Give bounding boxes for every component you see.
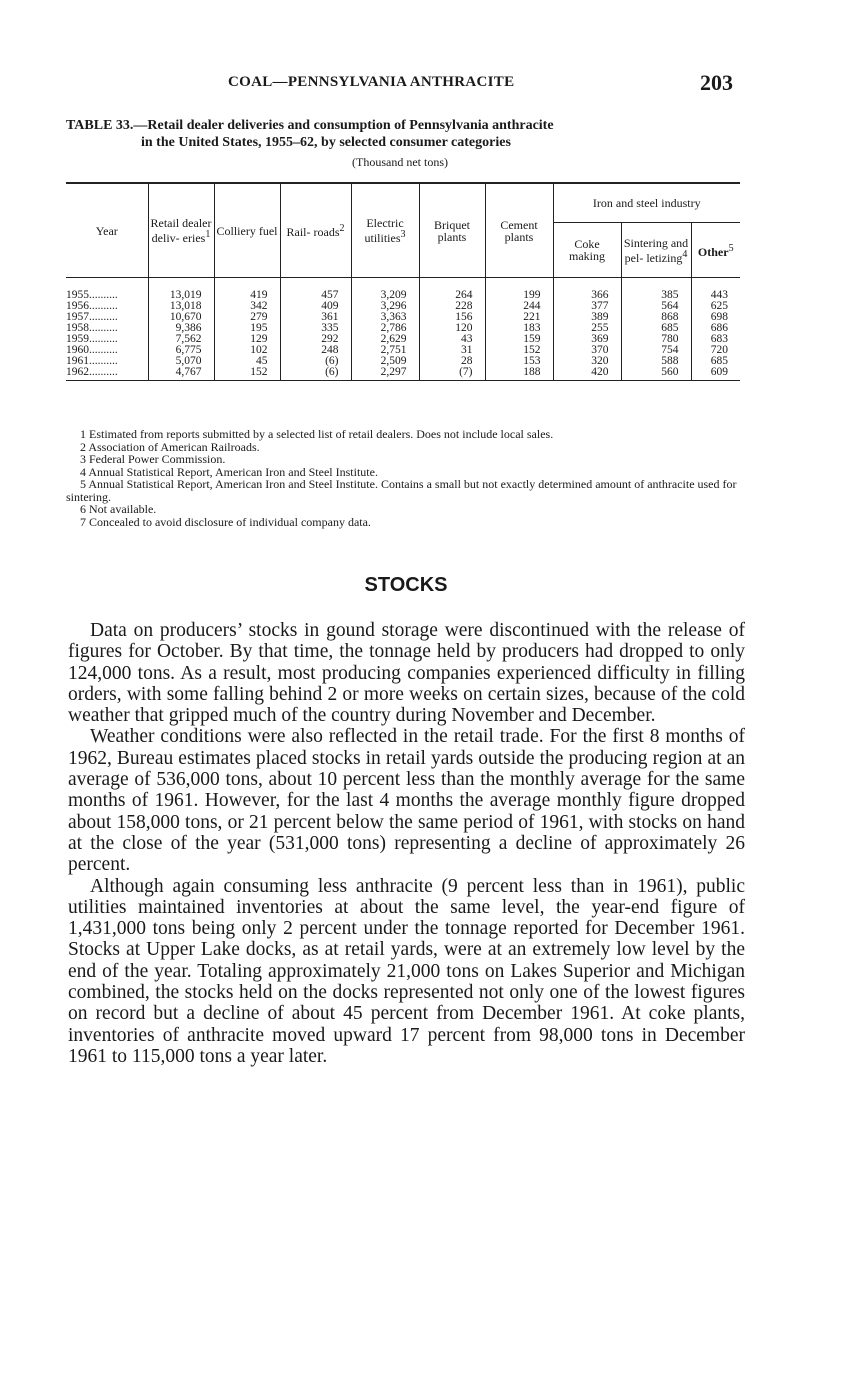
section-title: STOCKS (364, 574, 448, 596)
cell-year: 1955.......... (66, 289, 118, 301)
cell-other: 686 (691, 323, 740, 334)
footnote: 4 Annual Statistical Report, American Iron and Steel Institute. (80, 464, 378, 479)
footnote-ref: 1 (205, 229, 211, 240)
cell-colliery: 152 (214, 367, 280, 381)
cell-coke: 366 (553, 290, 621, 301)
cell-cement: 159 (485, 334, 553, 345)
cell-retail: 9,386 (148, 323, 214, 334)
running-head: COAL—PENNSYLVANIA ANTHRACITE (228, 74, 515, 90)
col-header-coke: Coke making (553, 223, 621, 278)
cell-colliery: 419 (214, 290, 280, 301)
col-header-railroads: Rail- roads$^2$ (280, 183, 351, 278)
cell-railroads: 292 (280, 334, 351, 345)
cell-briquet: 264 (419, 290, 485, 301)
cell-coke: 255 (553, 323, 621, 334)
cell-cement: 152 (485, 345, 553, 356)
cell-coke: 377 (553, 301, 621, 312)
cell-electric: 2,629 (351, 334, 419, 345)
cell-sintering: 780 (621, 334, 691, 345)
cell-cement: 199 (485, 290, 553, 301)
cell-railroads: 409 (280, 301, 351, 312)
paragraph: Although again consuming less anthracite (9 percent less than in 1961), public utilities maintained inventories at about the same level, the year-end figure of 1,431,000 tons being only 2 percent under the tonnage reported for December 1961. Stocks at Upper Lake docks, as at retail yards, were at an extremely low level by the end of the year. Totaling approximately 21,000 tons on Lakes Superior and Michigan combined, the stocks held on the docks represented not only one of the lowest figures on record but a decline of about 45 percent from December 1961. At coke plants, inventories of anthracite moved upward 17 percent from 98,000 tons in December 1961 to 115,000 tons a year later. (68, 875, 745, 1067)
cell-sintering: 385 (621, 290, 691, 301)
cell-electric: 2,509 (351, 356, 419, 367)
cell-railroads: 335 (280, 323, 351, 334)
cell-sintering: 560 (621, 367, 691, 381)
cell-coke: 320 (553, 356, 621, 367)
footnote-ref: 4 (682, 248, 688, 260)
cell-retail: 13,019 (148, 290, 214, 301)
data-table (66, 182, 740, 381)
cell-electric: 2,751 (351, 345, 419, 356)
cell-retail: 10,670 (148, 312, 214, 323)
table-caption-line-1: TABLE 33.—Retail dealer deliveries and consumption of Pennsylvania anthracite (66, 118, 554, 133)
cell-other: 685 (691, 356, 740, 367)
cell-sintering: 868 (621, 312, 691, 323)
cell-cement: 221 (485, 312, 553, 323)
cell-electric: 2,297 (351, 367, 419, 381)
cell-year: 1957.......... (66, 311, 118, 323)
cell-briquet: 43 (419, 334, 485, 345)
cell-railroads: 361 (280, 312, 351, 323)
cell-sintering: 588 (621, 356, 691, 367)
table-body (66, 278, 740, 381)
body-text (68, 620, 745, 1067)
page-number: 203 (700, 70, 733, 95)
cell-year: 1962.......... (66, 367, 148, 381)
paragraph: Data on producers’ stocks in gound storage were discontinued with the release of figures for October. By that time, the tonnage held by producers had dropped to only 124,000 tons. As a result, most producing companies experienced difficulty in filling orders, with some falling behind 2 or more weeks on certain sizes, because of the cold weather that gripped much of the country during November and December. (68, 620, 745, 727)
cell-briquet: 228 (419, 301, 485, 312)
cell-other: 609 (691, 367, 740, 381)
table-units: (Thousand net tons) (352, 155, 448, 169)
cell-colliery: 45 (214, 356, 280, 367)
cell-year: 1959.......... (66, 333, 118, 345)
col-header-briquet: Briquet plants (419, 183, 485, 278)
cell-cement: 153 (485, 356, 553, 367)
cell-railroads: (6) (280, 356, 351, 367)
footnote-ref: 5 (728, 242, 734, 254)
cell-cement: 183 (485, 323, 553, 334)
group-header-iron-steel: Iron and steel industry (553, 183, 740, 223)
cell-colliery: 342 (214, 301, 280, 312)
cell-railroads: 457 (280, 290, 351, 301)
cell-sintering: 685 (621, 323, 691, 334)
col-header-cement: Cement plants (485, 183, 553, 278)
cell-year: 1956.......... (66, 300, 118, 312)
page-header (0, 70, 855, 98)
table-caption-line-2: in the United States, 1955–62, by selected consumer categories (141, 135, 511, 150)
cell-other: 720 (691, 345, 740, 356)
cell-retail: 5,070 (148, 356, 214, 367)
cell-year: 1961.......... (66, 355, 118, 367)
col-header-retail: Retail dealer deliv- eries$^1$ (148, 183, 214, 278)
footnote: 7 Concealed to avoid disclosure of individual company data. (80, 514, 371, 529)
cell-cement: 244 (485, 301, 553, 312)
cell-colliery: 195 (214, 323, 280, 334)
footnote: 5 Annual Statistical Report, American Iron and Steel Institute. Contains a small but not exactly determined amount of anthracite used for sintering. (66, 477, 737, 504)
footnote: 1 Estimated from reports submitted by a selected list of retail dealers. Does not include local sales. (80, 427, 554, 441)
footnote: 6 Not available. (80, 502, 157, 516)
cell-retail: 4,767 (148, 367, 214, 381)
cell-railroads: (6) (280, 367, 351, 381)
cell-other: 698 (691, 312, 740, 323)
paragraph: Weather conditions were also reflected in the retail trade. For the first 8 months of 1962, Bureau estimates placed stocks in retail yards outside the producing region at an average of 536,000 tons, about 10 percent less than the monthly average for the same months of 1961. However, for the last 4 months the average monthly figure dropped about 158,000 tons, or 21 percent below the same period of 1961, with stocks on hand at the close of the year (531,000 tons) representing a decline of approximately 26 percent. (68, 726, 745, 876)
footnotes (66, 428, 756, 528)
footnote: 3 Federal Power Commission. (80, 452, 226, 466)
cell-briquet: (7) (419, 367, 485, 381)
cell-coke: 369 (553, 334, 621, 345)
cell-sintering: 564 (621, 301, 691, 312)
cell-electric: 3,296 (351, 301, 419, 312)
cell-electric: 3,209 (351, 290, 419, 301)
cell-year: 1960.......... (66, 344, 118, 356)
cell-coke: 389 (553, 312, 621, 323)
footnote-ref: 3 (400, 229, 406, 240)
cell-colliery: 279 (214, 312, 280, 323)
cell-coke: 420 (553, 367, 621, 381)
col-header-other: Other$^5$ (691, 223, 740, 278)
table-row (66, 367, 740, 381)
cell-coke: 370 (553, 345, 621, 356)
col-header-year: Year (66, 183, 148, 278)
cell-other: 683 (691, 334, 740, 345)
cell-briquet: 28 (419, 356, 485, 367)
cell-railroads: 248 (280, 345, 351, 356)
cell-colliery: 102 (214, 345, 280, 356)
cell-sintering: 754 (621, 345, 691, 356)
footnote: 2 Association of American Railroads. (80, 439, 260, 454)
col-header-colliery: Colliery fuel (214, 183, 280, 278)
cell-retail: 7,562 (148, 334, 214, 345)
cell-other: 443 (691, 290, 740, 301)
cell-cement: 188 (485, 367, 553, 381)
cell-briquet: 156 (419, 312, 485, 323)
footnote-ref: 2 (339, 223, 345, 234)
table-caption (66, 117, 756, 151)
cell-briquet: 31 (419, 345, 485, 356)
cell-other: 625 (691, 301, 740, 312)
cell-retail: 6,775 (148, 345, 214, 356)
cell-retail: 13,018 (148, 301, 214, 312)
cell-electric: 2,786 (351, 323, 419, 334)
col-header-sintering: Sintering and pel- letizing$^4$ (621, 223, 691, 278)
col-header-electric: Electric utilities$^3$ (351, 183, 419, 278)
cell-year: 1958.......... (66, 322, 118, 334)
cell-colliery: 129 (214, 334, 280, 345)
cell-briquet: 120 (419, 323, 485, 334)
cell-electric: 3,363 (351, 312, 419, 323)
